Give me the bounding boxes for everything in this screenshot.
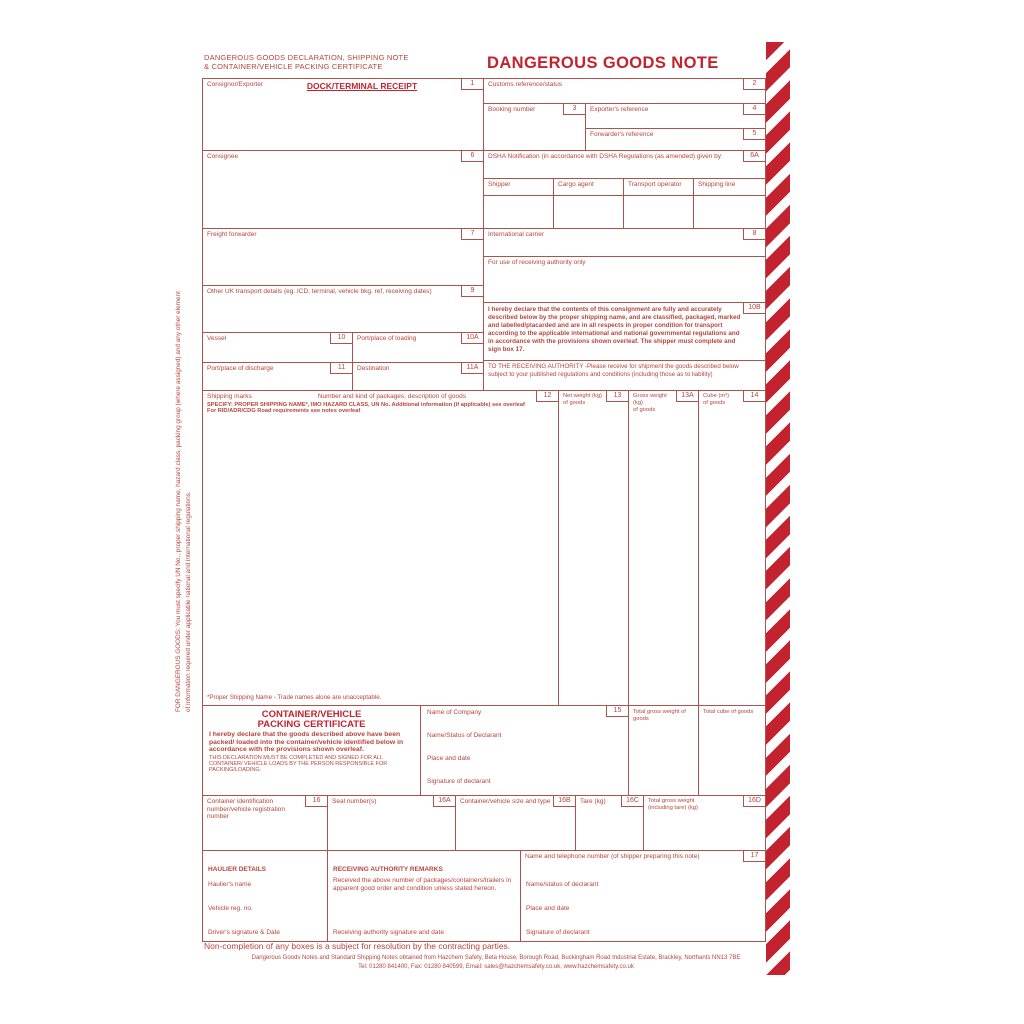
gross-weight-column	[629, 391, 699, 706]
dsha-transport-operator-label: Transport operator	[628, 181, 682, 188]
forwarder-ref-label: Forwarder's reference	[590, 131, 654, 138]
total-cube-label: Total cube of goods	[703, 709, 754, 715]
goods-header-row	[203, 391, 558, 401]
box-number-16d: 16D	[743, 796, 765, 807]
field-container-id	[203, 796, 328, 851]
destination-label: Destination	[357, 365, 390, 372]
doc-type-line2: & CONTAINER/VEHICLE PACKING CERTIFICATE	[204, 62, 383, 71]
received-text: Received the above number of packages/containers/trailers in apparent good order and condition unless stated hereon.	[333, 877, 512, 892]
dsha-cell-shipper	[484, 196, 554, 229]
cube-label2: of goods	[703, 400, 726, 406]
form-grid	[202, 78, 766, 942]
dock-place-date-label: Place and date	[526, 905, 570, 912]
box-number-12: 12	[536, 391, 558, 402]
field-destination	[353, 363, 484, 391]
shipper-contact-cell	[521, 851, 765, 941]
packages-description-label: Number and kind of packages; description of goods	[317, 393, 466, 400]
field-total-gross-incl-tare	[644, 796, 765, 851]
receiving-authority-remarks-cell	[328, 851, 521, 941]
field-port-loading	[353, 333, 484, 363]
field-exporter-reference	[586, 104, 765, 129]
certificate-note: THIS DECLARATION MUST BE COMPLETED AND SIGNED FOR ALL CONTAINER/ VEHICLE LOADS BY THE PERSON RESPONSIBLE FOR PACKING/LOADING.	[209, 754, 388, 774]
box-number-14: 14	[743, 391, 765, 402]
customs-label: Customs reference/status	[488, 81, 563, 88]
box-number-10: 10	[330, 333, 352, 344]
certificate-title-line2: PACKING CERTIFICATE	[257, 719, 366, 730]
box-number-6: 6	[461, 151, 483, 162]
cert-declarant-label: Name/Status of Declarant	[427, 732, 502, 739]
dsha-col-shipping-line	[694, 179, 765, 196]
box-number-16c: 16C	[621, 796, 643, 807]
field-shipper-declaration	[484, 303, 765, 361]
box-number-15: 15	[606, 706, 628, 717]
haulier-details-header: HAULIER DETAILS	[208, 866, 267, 873]
certificate-declarant-cell	[421, 706, 629, 796]
freight-forwarder-label: Freight forwarder	[207, 231, 257, 238]
total-gross-weight-cell	[629, 706, 699, 796]
box-number-13: 13	[606, 391, 628, 402]
proper-shipping-name-footnote: *Proper Shipping Name - Trade names alone are unacceptable.	[207, 694, 382, 701]
container-size-type-label: Container/vehicle size and type	[460, 798, 551, 805]
field-other-uk-transport	[203, 286, 484, 333]
cert-place-date-label: Place and date	[427, 755, 471, 762]
port-discharge-label: Port/place of discharge	[207, 365, 274, 372]
intl-carrier-label: International carrier	[488, 231, 544, 238]
total-gross-incl-tare-label2: (including tare) (kg)	[648, 805, 698, 811]
haulier-details-cell	[203, 851, 328, 941]
packing-certificate-cell	[203, 706, 421, 796]
net-weight-label2: of goods	[563, 400, 586, 406]
doc-type-line1: DANGEROUS GOODS DECLARATION, SHIPPING NOTE	[204, 53, 409, 62]
exporter-ref-label: Exporter's reference	[590, 106, 649, 113]
side-note-text: FOR DANGEROUS GOODS: You must specify UN No., proper shipping name, hazard class, packing group (where assigned) and any other element of information required under applicable national and international regulations.	[175, 291, 192, 712]
hazard-stripe-band	[766, 42, 790, 975]
dsha-label: DSHA Notification (in accordance with DSHA Regulations (as amended) given by:	[488, 153, 723, 160]
box-number-4: 4	[743, 104, 765, 115]
box-number-10b: 10B	[743, 303, 765, 314]
box-number-3: 3	[563, 104, 585, 115]
side-vertical-note	[174, 288, 196, 712]
certificate-declaration: I hereby declare that the goods described above have been packed/ loaded into the container/vehicle identified below in accordance with the provisions shown overleaf.	[209, 731, 404, 754]
cube-column	[699, 391, 765, 706]
field-tare	[576, 796, 644, 851]
dsha-cell-shipping-line	[694, 196, 765, 229]
box-number-16b: 16B	[553, 796, 575, 807]
cube-label: Cube (m³)	[703, 393, 730, 399]
goods-description-cell	[203, 391, 559, 706]
vehicle-reg-label: Vehicle reg. no.	[208, 905, 253, 912]
field-port-discharge	[203, 363, 353, 391]
consignor-label: Consignor/Exporter	[207, 81, 263, 88]
shipping-marks-label: Shipping marks	[207, 393, 252, 400]
booking-label: Booking number	[488, 106, 536, 113]
box-number-9: 9	[461, 286, 483, 297]
net-weight-column	[559, 391, 629, 706]
gross-weight-label2: of goods	[633, 407, 656, 413]
receiving-authority-header: RECEIVING AUTHORITY REMARKS	[333, 866, 443, 873]
gross-weight-label: Gross weight (kg)	[633, 393, 667, 406]
field-vessel	[203, 333, 353, 363]
rid-note: For RID/ADR/CDG Road requirements see notes overleaf	[207, 408, 361, 414]
dsha-cargo-agent-label: Cargo agent	[558, 181, 594, 188]
field-consignee	[203, 151, 484, 229]
box-number-7: 7	[461, 229, 483, 240]
certificate-title-line1: CONTAINER/VEHICLE	[261, 709, 362, 720]
specify-note: SPECIFY: PROPER SHIPPING NAME*, IMO HAZARD CLASS, UN No. Additional information (if applicable) see overleaf	[207, 401, 525, 408]
box-number-11: 11	[330, 363, 352, 374]
net-weight-label: Net weight (kg)	[563, 393, 602, 399]
page-title: DANGEROUS GOODS NOTE	[487, 54, 719, 72]
box-number-10a: 10A	[461, 333, 483, 344]
box-number-2: 2	[743, 79, 765, 90]
box-number-11a: 11A	[461, 363, 483, 374]
shipper-declaration-text: I hereby declare that the contents of this consignment are fully and accurately described below by the proper shipping name, and are classified, packaged, marked and labelled/placarded and are in all respects in proper condition for transport according to the applicable international and national governmental regulations and in accordance with the provisions shown overleaf. The shipper must complete and sign box 17.	[488, 306, 741, 353]
other-uk-label: Other UK transport details (eg. ICD, terminal, vehicle bkg. ref, receiving dates)	[207, 288, 432, 295]
box-number-13a: 13A	[676, 391, 698, 402]
field-receiving-authority-use	[484, 257, 765, 303]
box-number-8: 8	[743, 229, 765, 240]
company-name-label: Name of Company	[427, 709, 482, 716]
box-number-16a: 16A	[433, 796, 455, 807]
haulier-name-label: Haulier's name	[208, 881, 252, 888]
field-booking-number	[484, 104, 586, 151]
to-receiving-authority-text: TO THE RECEIVING AUTHORITY -Please receive for shipment the goods described below subject to your published regulations and conditions (including those as to liability)	[488, 363, 739, 378]
field-international-carrier	[484, 229, 765, 257]
field-customs-reference	[484, 79, 765, 104]
field-freight-forwarder	[203, 229, 484, 286]
total-cube-cell	[699, 706, 765, 796]
dsha-shipper-label: Shipper	[488, 181, 511, 188]
dsha-col-shipper	[484, 179, 554, 196]
supplier-line1: Dangerous Goods Notes and Standard Shipping Notes obtained from Hazchem Safety, Beta House, Borough Road, Buckingham Road Industrial Estate, Brackley, Northants NN13 7BE	[251, 955, 741, 961]
box-number-17: 17	[743, 851, 765, 862]
consignee-label: Consignee	[207, 153, 239, 160]
vessel-label: Vessel	[207, 335, 227, 342]
doc-type-header	[204, 53, 409, 71]
dsha-cell-cargo-agent	[554, 196, 624, 229]
dsha-shipping-line-label: Shipping line	[698, 181, 736, 188]
shipper-contact-label: Name and telephone number (of shipper preparing this note)	[525, 853, 700, 860]
dsha-col-cargo-agent	[554, 179, 624, 196]
cert-signature-label: Signature of declarant	[427, 778, 491, 785]
dsha-cell-transport-operator	[624, 196, 694, 229]
port-loading-label: Port/place of loading	[357, 335, 417, 342]
seal-numbers-label: Seal number(s)	[332, 798, 377, 805]
dock-declarant-label: Name/status of declarant	[526, 881, 599, 888]
container-id-label: Container identification number/vehicle registration number	[207, 798, 286, 820]
receiving-signature-label: Receiving authority signature and date	[333, 929, 444, 936]
field-dsha-notification	[484, 151, 765, 179]
dock-signature-label: Signature of declarant	[526, 929, 590, 936]
driver-signature-label: Driver's signature & Date	[208, 929, 281, 936]
dsha-col-transport-operator	[624, 179, 694, 196]
box-number-1: 1	[461, 79, 483, 90]
receiving-use-label: For use of receiving authority only	[488, 259, 586, 266]
supplier-line2: Tel: 01280 841400, Fax: 01280 840599, Email: sales@hazchemsafety.co.uk, www.hazchemsafety.co.uk	[358, 963, 634, 970]
box-number-5: 5	[743, 129, 765, 140]
non-completion-note: Non-completion of any boxes is a subject for resolution by the contracting parties.	[204, 941, 511, 951]
field-container-size-type	[456, 796, 576, 851]
field-to-receiving-authority	[484, 361, 765, 391]
total-gross-weight-label: Total gross weight of goods	[633, 709, 686, 722]
dock-terminal-receipt-title: DOCK/TERMINAL RECEIPT	[306, 81, 418, 91]
field-seal-numbers	[328, 796, 456, 851]
box-number-16: 16	[305, 796, 327, 807]
supplier-footer	[202, 954, 790, 971]
total-gross-incl-tare-label: Total gross weight	[648, 798, 695, 804]
tare-label: Tare (kg)	[580, 798, 606, 805]
field-forwarder-reference	[586, 129, 765, 151]
box-number-6a: 6A	[743, 151, 765, 162]
